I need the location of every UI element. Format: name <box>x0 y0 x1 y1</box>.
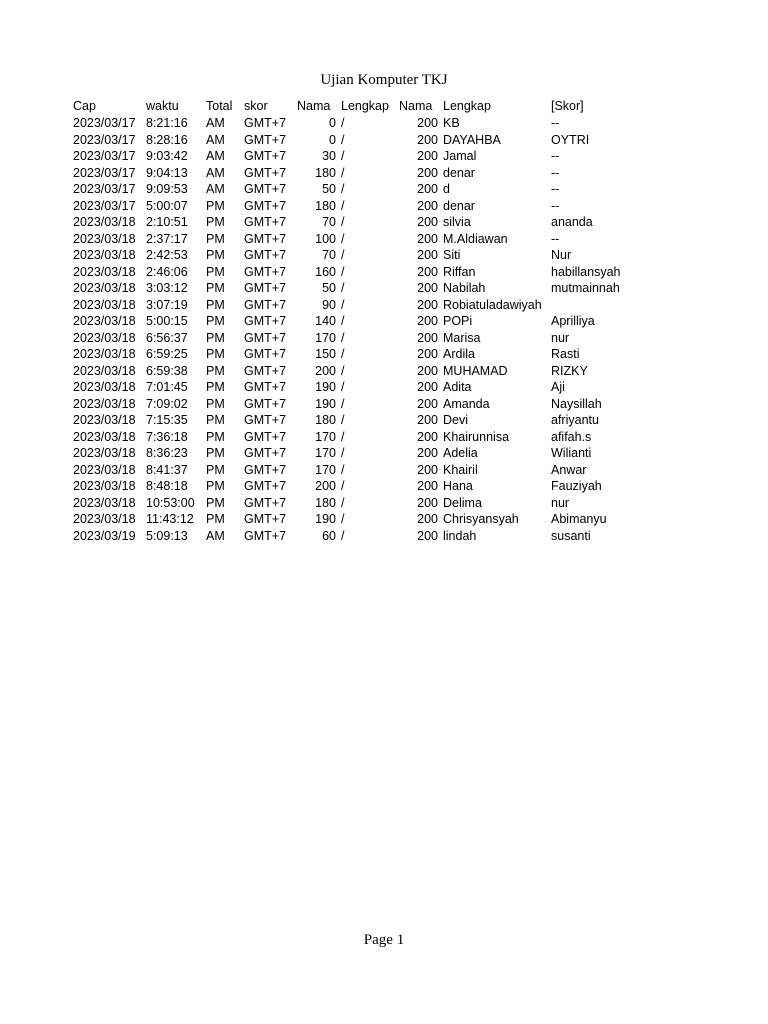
row-slash: / <box>341 182 345 196</box>
table-row <box>0 412 768 428</box>
row-slash: / <box>341 231 345 246</box>
row-timezone: GMT+7 <box>244 462 287 477</box>
row-max-score: 200 <box>417 231 438 246</box>
row-first-name: Devi <box>443 413 469 427</box>
row-max-score: 200 <box>417 462 438 477</box>
table-row <box>0 330 768 346</box>
row-date: 2023/03/18 <box>73 297 136 312</box>
row-max-score: 200 <box>417 528 438 543</box>
row-date: 2023/03/17 <box>73 116 136 130</box>
row-score: 50 <box>322 182 336 196</box>
row-slash: / <box>341 446 345 460</box>
row-date: 2023/03/18 <box>73 330 136 345</box>
row-ampm: PM <box>206 495 225 510</box>
row-time: 2:37:17 <box>146 231 188 246</box>
row-date: 2023/03/17 <box>73 198 136 213</box>
row-slash: / <box>341 380 345 394</box>
header-skor-bracket: [Skor] <box>551 99 584 113</box>
row-score: 70 <box>322 248 336 262</box>
row-first-name: denar <box>443 198 475 213</box>
row-ampm: PM <box>206 198 225 213</box>
row-timezone: GMT+7 <box>244 132 287 147</box>
row-slash: / <box>341 297 345 312</box>
row-first-name: Riffan <box>443 264 476 279</box>
row-max-score: 200 <box>417 248 438 262</box>
row-timezone: GMT+7 <box>244 231 287 246</box>
header-nama-2: Nama <box>399 99 433 113</box>
row-ampm: PM <box>206 380 225 394</box>
row-timezone: GMT+7 <box>244 446 287 460</box>
row-ampm: PM <box>206 347 225 361</box>
row-date: 2023/03/17 <box>73 182 136 196</box>
row-slash: / <box>341 512 345 526</box>
row-first-name: Robiatuladawiyah <box>443 297 542 312</box>
row-date: 2023/03/17 <box>73 149 136 163</box>
row-max-score: 200 <box>417 297 438 312</box>
row-score: 100 <box>315 231 336 246</box>
row-last-name: nur <box>551 330 570 345</box>
row-max-score: 200 <box>417 165 438 180</box>
table-row <box>0 148 768 164</box>
table-row <box>0 379 768 395</box>
row-max-score: 200 <box>417 116 438 130</box>
row-ampm: PM <box>206 363 225 378</box>
row-timezone: GMT+7 <box>244 215 287 229</box>
row-time: 6:56:37 <box>146 330 188 345</box>
row-last-name: ananda <box>551 215 593 229</box>
row-score: 70 <box>322 215 336 229</box>
row-timezone: GMT+7 <box>244 413 287 427</box>
row-ampm: AM <box>206 165 225 180</box>
row-timezone: GMT+7 <box>244 363 287 378</box>
row-timezone: GMT+7 <box>244 528 287 543</box>
row-first-name: M.Aldiawan <box>443 231 508 246</box>
row-last-name: mutmainnah <box>551 281 620 295</box>
row-timezone: GMT+7 <box>244 512 287 526</box>
row-slash: / <box>341 462 345 477</box>
row-last-name: RIZKY <box>551 363 588 378</box>
row-ampm: PM <box>206 281 225 295</box>
row-score: 0 <box>329 116 336 130</box>
row-score: 200 <box>315 479 336 493</box>
row-date: 2023/03/18 <box>73 281 136 295</box>
document-title: Ujian Komputer TKJ <box>320 72 448 88</box>
row-timezone: GMT+7 <box>244 314 287 328</box>
row-max-score: 200 <box>417 149 438 163</box>
row-date: 2023/03/18 <box>73 380 136 394</box>
row-ampm: PM <box>206 264 225 279</box>
row-timezone: GMT+7 <box>244 264 287 279</box>
row-first-name: Adelia <box>443 446 478 460</box>
row-slash: / <box>341 248 345 262</box>
header-lengkap-1: Lengkap <box>341 99 389 113</box>
row-last-name: Nur <box>551 248 572 262</box>
row-time: 7:01:45 <box>146 380 188 394</box>
table-row <box>0 445 768 461</box>
row-first-name: Nabilah <box>443 281 486 295</box>
row-last-name: OYTRI <box>551 132 590 147</box>
row-max-score: 200 <box>417 413 438 427</box>
row-timezone: GMT+7 <box>244 149 287 163</box>
row-slash: / <box>341 330 345 345</box>
row-timezone: GMT+7 <box>244 347 287 361</box>
row-max-score: 200 <box>417 314 438 328</box>
row-timezone: GMT+7 <box>244 479 287 493</box>
row-score: 30 <box>322 149 336 163</box>
table-row <box>0 528 768 544</box>
row-first-name: MUHAMAD <box>443 363 508 378</box>
row-last-name: -- <box>551 149 560 163</box>
row-first-name: Chrisyansyah <box>443 512 519 526</box>
row-score: 50 <box>322 281 336 295</box>
row-first-name: Ardila <box>443 347 475 361</box>
row-time: 9:09:53 <box>146 182 188 196</box>
header-nama-1: Nama <box>297 99 331 113</box>
row-time: 5:00:07 <box>146 198 188 213</box>
row-timezone: GMT+7 <box>244 495 287 510</box>
row-first-name: Amanda <box>443 396 490 411</box>
row-time: 11:43:12 <box>146 512 194 526</box>
row-max-score: 200 <box>417 330 438 345</box>
row-time: 2:46:06 <box>146 264 188 279</box>
row-score: 190 <box>315 380 336 394</box>
table-row <box>0 462 768 478</box>
row-last-name: afifah.s <box>551 429 592 444</box>
row-ampm: PM <box>206 396 225 411</box>
row-ampm: PM <box>206 314 225 328</box>
row-time: 2:10:51 <box>146 215 188 229</box>
row-time: 7:15:35 <box>146 413 188 427</box>
table-row <box>0 115 768 131</box>
table-row <box>0 181 768 197</box>
row-ampm: PM <box>206 462 225 477</box>
table-row <box>0 313 768 329</box>
row-slash: / <box>341 281 345 295</box>
row-score: 90 <box>322 297 336 312</box>
row-first-name: denar <box>443 165 475 180</box>
table-row <box>0 511 768 527</box>
row-timezone: GMT+7 <box>244 396 287 411</box>
row-time: 3:03:12 <box>146 281 188 295</box>
row-time: 3:07:19 <box>146 297 188 312</box>
row-date: 2023/03/18 <box>73 363 136 378</box>
row-date: 2023/03/18 <box>73 495 136 510</box>
row-score: 0 <box>329 132 336 147</box>
table-header-row <box>0 98 768 114</box>
row-timezone: GMT+7 <box>244 380 287 394</box>
header-total: Total <box>206 99 233 113</box>
row-max-score: 200 <box>417 495 438 510</box>
row-last-name: susanti <box>551 528 591 543</box>
row-ampm: PM <box>206 512 225 526</box>
row-slash: / <box>341 396 345 411</box>
row-first-name: DAYAHBA <box>443 132 501 147</box>
row-time: 9:03:42 <box>146 149 188 163</box>
row-date: 2023/03/18 <box>73 413 136 427</box>
row-ampm: AM <box>206 116 225 130</box>
row-first-name: KB <box>443 116 460 130</box>
row-last-name: -- <box>551 182 560 196</box>
row-slash: / <box>341 429 345 444</box>
row-score: 170 <box>315 462 336 477</box>
row-date: 2023/03/18 <box>73 248 136 262</box>
row-first-name: POPi <box>443 314 473 328</box>
page-number: Page 1 <box>363 932 405 948</box>
row-time: 8:48:18 <box>146 479 188 493</box>
table-row <box>0 346 768 362</box>
row-slash: / <box>341 495 345 510</box>
row-time: 8:21:16 <box>146 116 188 130</box>
table-row <box>0 165 768 181</box>
row-slash: / <box>341 413 345 427</box>
row-score: 140 <box>315 314 336 328</box>
row-timezone: GMT+7 <box>244 248 287 262</box>
row-score: 180 <box>315 413 336 427</box>
row-score: 170 <box>315 330 336 345</box>
row-last-name: -- <box>551 231 560 246</box>
row-last-name: Anwar <box>551 462 587 477</box>
row-ampm: PM <box>206 231 225 246</box>
row-max-score: 200 <box>417 132 438 147</box>
row-date: 2023/03/18 <box>73 264 136 279</box>
header-cap: Cap <box>73 99 96 113</box>
row-max-score: 200 <box>417 429 438 444</box>
row-last-name: Fauziyah <box>551 479 602 493</box>
row-first-name: Delima <box>443 495 482 510</box>
row-date: 2023/03/18 <box>73 479 136 493</box>
row-time: 7:36:18 <box>146 429 188 444</box>
row-date: 2023/03/17 <box>73 132 136 147</box>
row-date: 2023/03/18 <box>73 314 136 328</box>
row-slash: / <box>341 528 345 543</box>
row-time: 6:59:25 <box>146 347 188 361</box>
row-timezone: GMT+7 <box>244 330 287 345</box>
row-time: 5:00:15 <box>146 314 188 328</box>
row-slash: / <box>341 363 345 378</box>
row-score: 180 <box>315 495 336 510</box>
row-max-score: 200 <box>417 347 438 361</box>
row-max-score: 200 <box>417 446 438 460</box>
row-score: 170 <box>315 446 336 460</box>
row-ampm: PM <box>206 479 225 493</box>
row-first-name: Hana <box>443 479 473 493</box>
row-ampm: AM <box>206 132 225 147</box>
row-timezone: GMT+7 <box>244 165 287 180</box>
row-slash: / <box>341 149 345 163</box>
row-slash: / <box>341 165 345 180</box>
row-time: 9:04:13 <box>146 165 188 180</box>
row-max-score: 200 <box>417 281 438 295</box>
table-row <box>0 247 768 263</box>
row-first-name: Khairunnisa <box>443 429 510 444</box>
row-first-name: silvia <box>443 215 471 229</box>
row-last-name: -- <box>551 116 560 130</box>
row-score: 60 <box>322 528 336 543</box>
row-score: 170 <box>315 429 336 444</box>
row-max-score: 200 <box>417 182 438 196</box>
row-last-name: Aji <box>551 380 565 394</box>
row-slash: / <box>341 198 345 213</box>
row-ampm: PM <box>206 215 225 229</box>
table-row <box>0 429 768 445</box>
row-last-name: Rasti <box>551 347 580 361</box>
row-first-name: Siti <box>443 248 461 262</box>
row-ampm: PM <box>206 297 225 312</box>
row-ampm: AM <box>206 182 225 196</box>
row-time: 8:41:37 <box>146 462 188 477</box>
header-skor: skor <box>244 99 268 113</box>
row-timezone: GMT+7 <box>244 198 287 213</box>
row-date: 2023/03/18 <box>73 446 136 460</box>
table-row <box>0 396 768 412</box>
row-max-score: 200 <box>417 363 438 378</box>
table-row <box>0 297 768 313</box>
row-score: 180 <box>315 165 336 180</box>
row-ampm: PM <box>206 429 225 444</box>
row-ampm: AM <box>206 149 225 163</box>
row-slash: / <box>341 116 345 130</box>
row-first-name: Marisa <box>443 330 481 345</box>
row-max-score: 200 <box>417 198 438 213</box>
table-row <box>0 132 768 148</box>
row-time: 10:53:00 <box>146 495 195 510</box>
row-time: 7:09:02 <box>146 396 188 411</box>
row-last-name: nur <box>551 495 570 510</box>
table-row <box>0 478 768 494</box>
row-max-score: 200 <box>417 479 438 493</box>
row-max-score: 200 <box>417 396 438 411</box>
row-date: 2023/03/18 <box>73 347 136 361</box>
row-score: 190 <box>315 512 336 526</box>
table-row <box>0 198 768 214</box>
row-slash: / <box>341 347 345 361</box>
table-row <box>0 264 768 280</box>
row-last-name: Aprilliya <box>551 314 595 328</box>
row-ampm: PM <box>206 330 225 345</box>
row-time: 8:36:23 <box>146 446 188 460</box>
row-first-name: d <box>443 182 450 196</box>
row-date: 2023/03/17 <box>73 165 136 180</box>
header-waktu: waktu <box>146 99 179 113</box>
row-date: 2023/03/18 <box>73 512 136 526</box>
row-first-name: lindah <box>443 528 477 543</box>
row-date: 2023/03/18 <box>73 231 136 246</box>
row-score: 160 <box>315 264 336 279</box>
table-row <box>0 231 768 247</box>
row-max-score: 200 <box>417 264 438 279</box>
row-score: 190 <box>315 396 336 411</box>
table-row <box>0 495 768 511</box>
row-max-score: 200 <box>417 215 438 229</box>
row-score: 180 <box>315 198 336 213</box>
row-timezone: GMT+7 <box>244 116 287 130</box>
row-last-name: Wilianti <box>551 446 592 460</box>
row-first-name: Adita <box>443 380 472 394</box>
row-date: 2023/03/18 <box>73 396 136 411</box>
row-last-name: Naysillah <box>551 396 602 411</box>
row-timezone: GMT+7 <box>244 281 287 295</box>
table-row <box>0 280 768 296</box>
header-lengkap-2: Lengkap <box>443 99 491 113</box>
row-date: 2023/03/18 <box>73 429 136 444</box>
row-score: 200 <box>315 363 336 378</box>
row-date: 2023/03/18 <box>73 215 136 229</box>
row-first-name: Khairil <box>443 462 478 477</box>
row-first-name: Jamal <box>443 149 477 163</box>
row-time: 6:59:38 <box>146 363 188 378</box>
row-time: 8:28:16 <box>146 132 188 147</box>
row-timezone: GMT+7 <box>244 182 287 196</box>
row-timezone: GMT+7 <box>244 429 287 444</box>
row-last-name: -- <box>551 198 560 213</box>
row-last-name: habillansyah <box>551 264 621 279</box>
row-ampm: PM <box>206 248 225 262</box>
table-row <box>0 363 768 379</box>
row-last-name: Abimanyu <box>551 512 607 526</box>
row-time: 5:09:13 <box>146 528 188 543</box>
row-slash: / <box>341 264 345 279</box>
row-time: 2:42:53 <box>146 248 188 262</box>
table-row <box>0 214 768 230</box>
row-max-score: 200 <box>417 380 438 394</box>
row-last-name: -- <box>551 165 560 180</box>
row-max-score: 200 <box>417 512 438 526</box>
row-date: 2023/03/18 <box>73 462 136 477</box>
row-ampm: AM <box>206 528 225 543</box>
row-ampm: PM <box>206 446 225 460</box>
row-score: 150 <box>315 347 336 361</box>
row-date: 2023/03/19 <box>73 528 136 543</box>
row-slash: / <box>341 314 345 328</box>
row-slash: / <box>341 215 345 229</box>
row-slash: / <box>341 132 345 147</box>
row-timezone: GMT+7 <box>244 297 287 312</box>
row-last-name: afriyantu <box>551 413 599 427</box>
row-ampm: PM <box>206 413 225 427</box>
row-slash: / <box>341 479 345 493</box>
